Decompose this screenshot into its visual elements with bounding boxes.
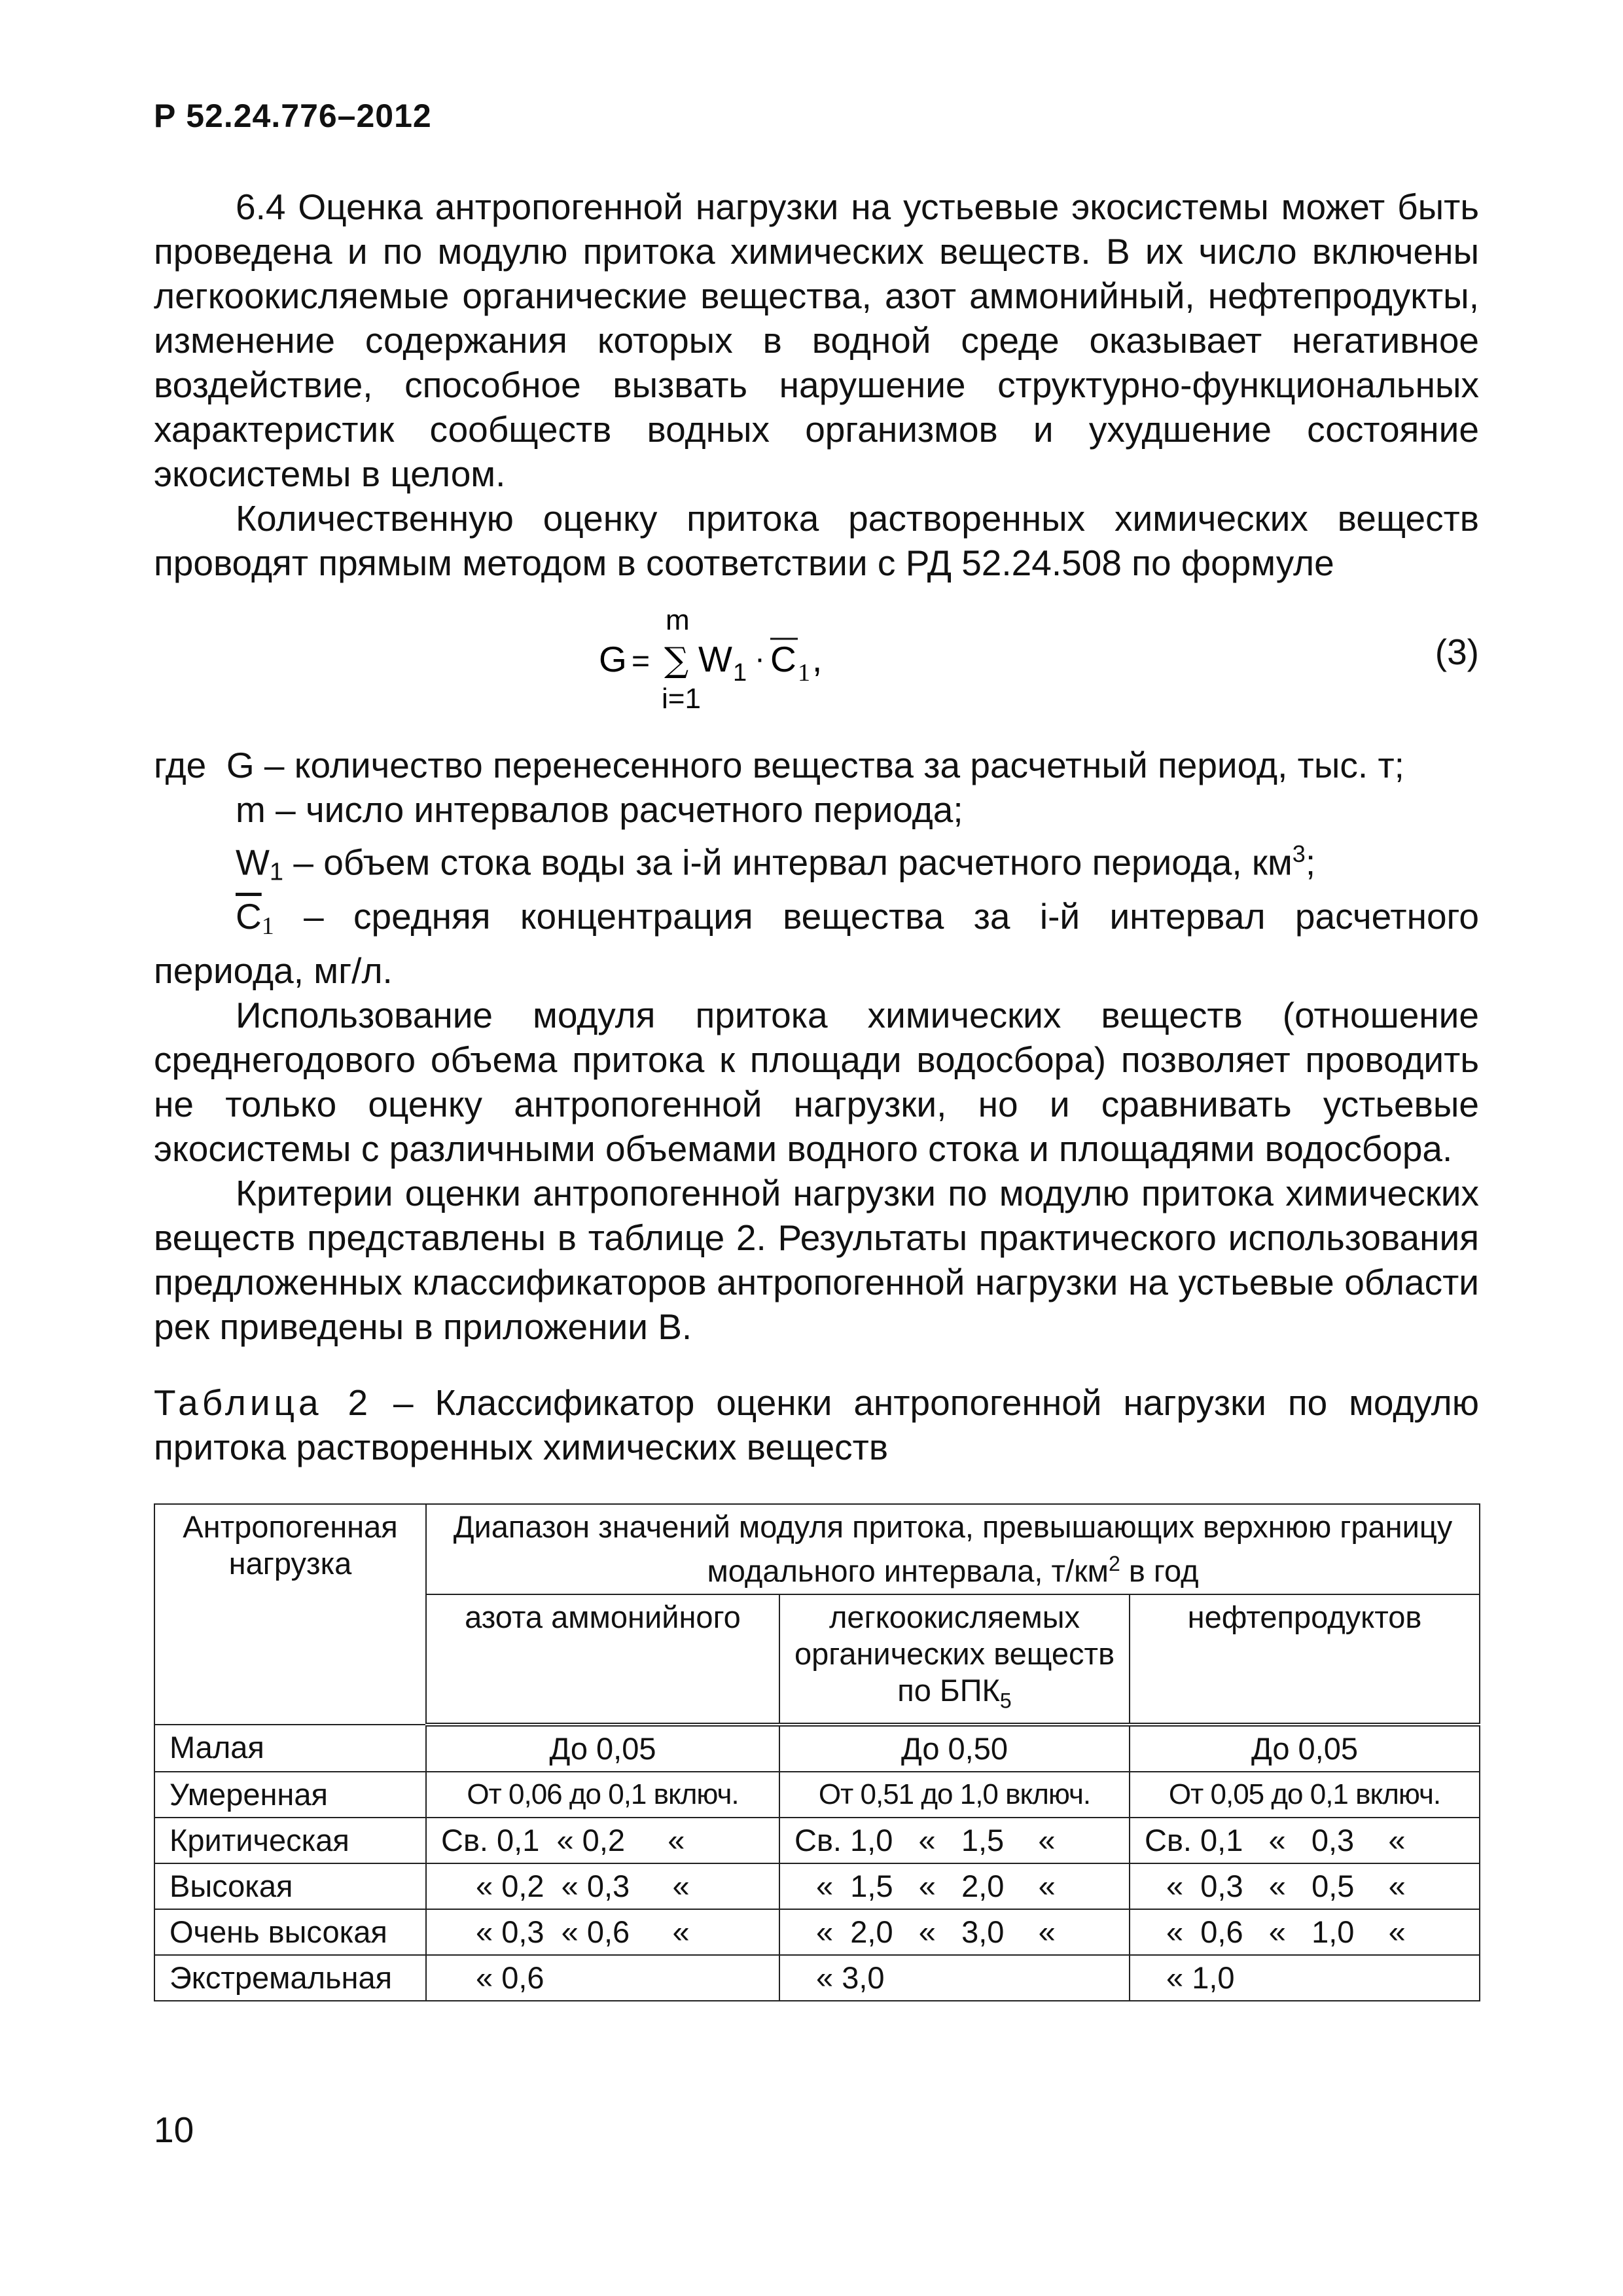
cell-organic: До 0,50 bbox=[779, 1725, 1130, 1772]
formula-c-sub: 1 bbox=[798, 659, 810, 687]
classifier-table bbox=[154, 1503, 1480, 2001]
cell-azot: « 0,2 « 0,3 « bbox=[426, 1863, 779, 1909]
table-caption-text: – Классификатор оценки антропогенной нагрузки по модулю притока растворенных химических веществ bbox=[154, 1382, 1479, 1468]
definition-w-text: – объем стока воды за i-й интервал расчетного периода, км bbox=[283, 842, 1293, 883]
formula-dot: · bbox=[755, 641, 765, 676]
definition-where: где bbox=[154, 745, 207, 785]
table-row bbox=[154, 1909, 1480, 1955]
subheader-azot: азота аммонийного bbox=[426, 1594, 779, 1725]
definition-m-text: – число интервалов расчетного периода; bbox=[265, 789, 963, 830]
definition-w-subscript: 1 bbox=[269, 858, 284, 886]
header-value-range bbox=[426, 1504, 1480, 1594]
formula-expression bbox=[599, 598, 965, 713]
cell-organic: « 3,0 bbox=[779, 1955, 1130, 2001]
formula-c: C bbox=[770, 639, 796, 679]
formula-w: W bbox=[698, 639, 732, 679]
row-load-label: Малая bbox=[154, 1725, 426, 1772]
paragraph-module-usage: Использование модуля притока химических веществ (отношение среднегодового объема притока к площади водосбора) позволяет проводить не только оценку антропогенной нагрузки, но и сравнивать устьевые экосистемы с различными объемами водного стока и площадями водосбора. bbox=[154, 995, 1479, 1170]
table-row bbox=[154, 1863, 1480, 1909]
table-row bbox=[154, 1725, 1480, 1772]
definition-w-superscript: 3 bbox=[1292, 840, 1306, 867]
cell-oil: « 0,3 « 0,5 « bbox=[1130, 1863, 1480, 1909]
formula-sum-upper: m bbox=[666, 604, 690, 636]
cell-azot: Св. 0,1 « 0,2 « bbox=[426, 1818, 779, 1863]
table-caption bbox=[154, 1380, 1479, 1469]
formula-sum-lower: i=1 bbox=[662, 683, 701, 713]
paragraph-6-4: 6.4 Оценка антропогенной нагрузки на устьевые экосистемы может быть проведена и по модулю притока химических веществ. В их число включены легкоокисляемые органические вещества, азот аммонийный, нефтепродукты, изменение содержания которых в водной среде оказывает негативное воздействие, способное вызвать нарушение структурно-функциональных характеристик сообществ водных организмов и ухудшение состояние экосистемы в целом. bbox=[154, 187, 1479, 494]
definition-g bbox=[154, 743, 1479, 787]
header-anthropogenic-load: Антропогенная нагрузка bbox=[154, 1504, 426, 1725]
cell-oil: От 0,05 до 0,1 включ. bbox=[1130, 1772, 1480, 1818]
paragraph-criteria: Критерии оценки антропогенной нагрузки по модулю притока химических веществ представлены в таблице 2. Результаты практического использования предложенных классификаторов антропогенной нагрузки на устьевые области рек приведены в приложении В. bbox=[154, 1173, 1479, 1348]
page-body bbox=[154, 185, 1479, 2001]
definition-m bbox=[154, 787, 1479, 832]
formula-w-sub: 1 bbox=[733, 659, 747, 687]
page-number: 10 bbox=[154, 2109, 194, 2150]
cell-azot: До 0,05 bbox=[426, 1725, 779, 1772]
subheader-oil: нефтепродуктов bbox=[1130, 1594, 1480, 1725]
definition-c-subscript: 1 bbox=[261, 912, 274, 941]
definition-c bbox=[154, 894, 1479, 993]
subheader-organic-sub: 5 bbox=[999, 1689, 1012, 1713]
formula-g: G bbox=[599, 639, 627, 679]
cell-organic: « 1,5 « 2,0 « bbox=[779, 1863, 1130, 1909]
formula-3 bbox=[154, 598, 1479, 713]
table-row bbox=[154, 1772, 1480, 1818]
definition-g-symbol: G bbox=[226, 745, 255, 785]
cell-organic: От 0,51 до 1,0 включ. bbox=[779, 1772, 1130, 1818]
header-value-range-text: Диапазон значений модуля притока, превышающих верхнюю границу модального интервала, т/км bbox=[453, 1509, 1453, 1588]
table-header-row bbox=[154, 1504, 1480, 1594]
table-row bbox=[154, 1818, 1480, 1863]
cell-azot: От 0,06 до 0,1 включ. bbox=[426, 1772, 779, 1818]
document-code-header: Р 52.24.776–2012 bbox=[154, 98, 432, 134]
paragraph-quantitative-assessment: Количественную оценку притока растворенных химических веществ проводят прямым методом в соответствии с РД 52.24.508 по формуле bbox=[154, 498, 1479, 583]
table-caption-label: Таблица 2 bbox=[154, 1382, 372, 1424]
formula-definitions bbox=[154, 743, 1479, 993]
cell-azot: « 0,6 bbox=[426, 1955, 779, 2001]
header-value-range-end: в год bbox=[1120, 1553, 1199, 1588]
formula-sum-symbol: ∑ bbox=[664, 641, 689, 680]
subheader-organic-text: легкоокисляемых органических веществ по БПК bbox=[794, 1599, 1115, 1708]
definition-c-symbol: $\overline{C}$ bbox=[236, 896, 262, 937]
row-load-label: Очень высокая bbox=[154, 1909, 426, 1955]
cell-oil: Св. 0,1 « 0,3 « bbox=[1130, 1818, 1480, 1863]
header-value-range-sup: 2 bbox=[1109, 1552, 1120, 1576]
formula-number: (3) bbox=[1435, 632, 1479, 672]
row-load-label: Умеренная bbox=[154, 1772, 426, 1818]
row-load-label: Экстремальная bbox=[154, 1955, 426, 2001]
cell-oil: « 1,0 bbox=[1130, 1955, 1480, 2001]
table-row bbox=[154, 1955, 1480, 2001]
cell-azot: « 0,3 « 0,6 « bbox=[426, 1909, 779, 1955]
row-load-label: Высокая bbox=[154, 1863, 426, 1909]
definition-w-end: ; bbox=[1305, 842, 1316, 883]
row-load-label: Критическая bbox=[154, 1818, 426, 1863]
definition-m-symbol: m bbox=[236, 789, 266, 830]
formula-equals: = bbox=[632, 644, 651, 679]
definition-w bbox=[154, 832, 1479, 894]
definition-g-text: – количество перенесенного вещества за расчетный период, тыс. т; bbox=[254, 745, 1404, 785]
definition-w-symbol: W bbox=[236, 842, 270, 883]
cell-oil: « 0,6 « 1,0 « bbox=[1130, 1909, 1480, 1955]
cell-organic: Св. 1,0 « 1,5 « bbox=[779, 1818, 1130, 1863]
definition-c-text: – средняя концентрация вещества за i-й интервал расчетного периода, мг/л. bbox=[154, 896, 1479, 992]
formula-comma: , bbox=[812, 639, 823, 679]
cell-organic: « 2,0 « 3,0 « bbox=[779, 1909, 1130, 1955]
cell-oil: До 0,05 bbox=[1130, 1725, 1480, 1772]
subheader-organic bbox=[779, 1594, 1130, 1725]
